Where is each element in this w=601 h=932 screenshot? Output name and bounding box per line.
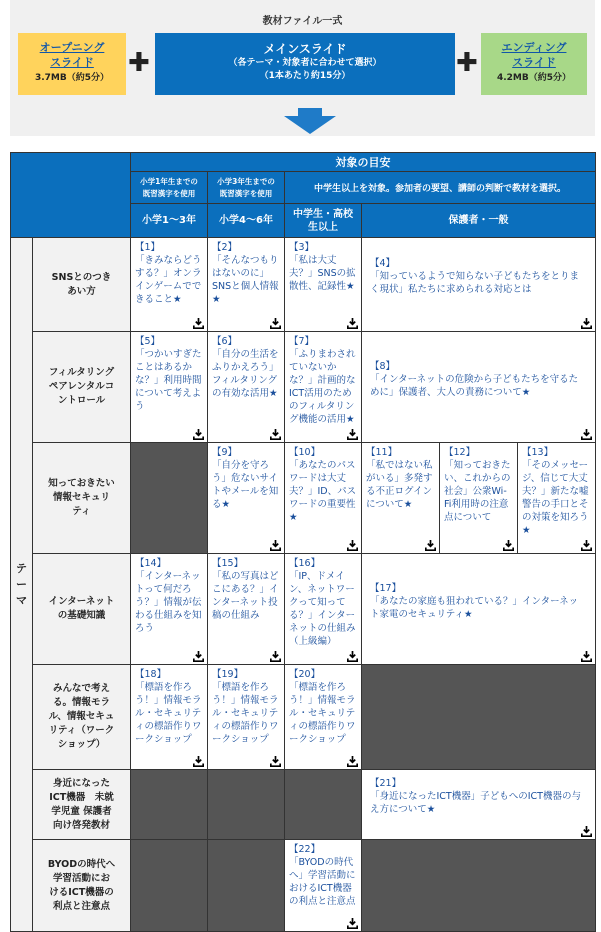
opening-slide-box (18, 33, 126, 95)
col-header-elem-low: 小学1〜3年 (131, 204, 208, 238)
download-icon[interactable] (193, 318, 204, 329)
material-cell[interactable]: 【8】 「インターネットの危険から子どもたちを守るために」保護者、大人の責務について★ (362, 332, 596, 443)
material-cell[interactable]: 【1】 「きみならどうする？」オンラインゲームでできること★ (131, 238, 208, 332)
material-cell[interactable]: 【17】 「あなたの家庭も狙われている？」インターネット家電のセキュリティ★ (362, 554, 596, 665)
opening-slide-link[interactable]: オープニング スライド (39, 41, 105, 69)
sub-header-elem3: 小学3年生までの 既習漢字を使用 (208, 172, 285, 204)
material-cell[interactable]: 【21】 「身近になったICT機器」子どもへのICT機器の与え方について★ (362, 770, 596, 840)
download-icon[interactable] (270, 651, 281, 662)
download-icon[interactable] (581, 651, 592, 662)
main-slide-title: メインスライド (263, 42, 347, 56)
sub-header-elem1: 小学1年生までの 既習漢字を使用 (131, 172, 208, 204)
main-slide-box (155, 33, 455, 95)
materials-table (10, 152, 596, 932)
material-cell[interactable]: 【9】 「自分を守ろう」危ないサイトやメールを知る★ (208, 443, 285, 554)
row-label: 知っておきたい 情報セキュリ ティ (33, 443, 131, 554)
download-icon[interactable] (347, 540, 358, 551)
table-corner (11, 153, 131, 238)
download-icon[interactable] (347, 918, 358, 929)
download-icon[interactable] (347, 756, 358, 767)
download-icon[interactable] (503, 540, 514, 551)
theme-label: テ ー マ (11, 238, 33, 932)
download-icon[interactable] (425, 540, 436, 551)
col-header-middle-high: 中学生・高校 生以上 (285, 204, 362, 238)
empty-cell (362, 840, 596, 932)
material-cell[interactable]: 【5】 「つかいすぎたことはあるかな？」利用時間について考えよう (131, 332, 208, 443)
empty-cell (285, 770, 362, 840)
empty-cell (208, 770, 285, 840)
download-icon[interactable] (581, 318, 592, 329)
material-cell[interactable]: 【7】 「ふりまわされていないかな？」計画的なICT活用のためのフィルタリング機能の活用★ (285, 332, 362, 443)
material-cell[interactable]: 【2】 「そんなつもりはないのに」SNSと個人情報★ (208, 238, 285, 332)
empty-cell (362, 665, 596, 770)
material-cell[interactable]: 【18】 「標語を作ろう！」情報モラル・セキュリティの標語作りワークショップ (131, 665, 208, 770)
material-cell[interactable]: 【20】 「標語を作ろう！」情報モラル・セキュリティの標語作りワークショップ (285, 665, 362, 770)
download-icon[interactable] (581, 826, 592, 837)
material-cell[interactable]: 【13】 「そのメッセージ、信じて大丈夫？」新たな嘘警告の手口とその対策を知ろう★ (518, 443, 596, 554)
material-cell[interactable]: 【6】 「自分の生活をふりかえろう」フィルタリングの有効な活用★ (208, 332, 285, 443)
row-label: 身近になった ICT機器 未就 学児童 保護者 向け啓発教材 (33, 770, 131, 840)
ending-slide-box (481, 33, 587, 95)
download-icon[interactable] (347, 651, 358, 662)
plus-icon: ✚ (128, 48, 150, 78)
material-cell[interactable]: 【14】 「インターネットって何だろう？」情報が伝わる仕組みを知ろう (131, 554, 208, 665)
opening-slide-size: 3.7MB（約5分） (34, 73, 110, 83)
download-icon[interactable] (193, 429, 204, 440)
download-icon[interactable] (193, 756, 204, 767)
col-header-elem-high: 小学4〜6年 (208, 204, 285, 238)
ending-slide-link[interactable]: エンディング スライド (501, 41, 567, 69)
ending-slide-size: 4.2MB（約5分） (496, 73, 572, 83)
download-icon[interactable] (193, 651, 204, 662)
col-header-parents: 保護者・一般 (362, 204, 596, 238)
material-cell[interactable]: 【11】 「私ではない私がいる」多発する不正ログインについて★ (362, 443, 440, 554)
main-slide-note2: （1本あたり約15分） (259, 71, 351, 81)
arrow-down-icon (284, 108, 336, 134)
material-cell[interactable]: 【12】 「知っておきたい、これからの社会」公衆Wi-Fi利用時の注意点について (440, 443, 518, 554)
material-cell[interactable]: 【16】 「IP、ドメイン、ネットワークって知ってる？」インターネットの仕組み（上級編） (285, 554, 362, 665)
row-label: BYODの時代へ 学習活動にお けるICT機器の 利点と注意点 (33, 840, 131, 932)
material-cell[interactable]: 【22】 「BYODの時代へ」学習活動におけるICT機器の利点と注意点 (285, 840, 362, 932)
download-icon[interactable] (347, 318, 358, 329)
download-icon[interactable] (270, 756, 281, 767)
row-label: みんなで考え る。情報モラ ル、情報セキュ リティ（ワーク ショップ） (33, 665, 131, 770)
materials-banner (10, 0, 595, 136)
material-cell[interactable]: 【15】 「私の写真はどこにある？」インターネット投稿の仕組み (208, 554, 285, 665)
download-icon[interactable] (270, 429, 281, 440)
download-icon[interactable] (581, 429, 592, 440)
main-slide-note1: （各テーマ・対象者に合わせて選択） (228, 58, 382, 68)
materials-title: 教材ファイル一式 (262, 16, 343, 27)
download-icon[interactable] (581, 540, 592, 551)
download-icon[interactable] (347, 429, 358, 440)
target-header: 対象の目安 (131, 153, 596, 172)
empty-cell (131, 443, 208, 554)
empty-cell (131, 770, 208, 840)
download-icon[interactable] (270, 318, 281, 329)
empty-cell (131, 840, 208, 932)
material-cell[interactable]: 【19】 「標語を作ろう！」情報モラル・セキュリティの標語作りワークショップ (208, 665, 285, 770)
row-label: フィルタリング ペアレンタルコ ントロール (33, 332, 131, 443)
plus-icon: ✚ (456, 48, 478, 78)
download-icon[interactable] (270, 540, 281, 551)
row-label: SNSとのつき あい方 (33, 238, 131, 332)
row-label: インターネット の基礎知識 (33, 554, 131, 665)
material-cell[interactable]: 【3】 「私は大丈夫？」SNSの拡散性、記録性★ (285, 238, 362, 332)
empty-cell (208, 840, 285, 932)
sub-header-middle: 中学生以上を対象。参加者の要望、講師の判断で教材を選択。 (285, 172, 596, 204)
material-cell[interactable]: 【4】 「知っているようで知らない子どもたちをとりまく現状」私たちに求められる対応とは (362, 238, 596, 332)
material-cell[interactable]: 【10】 「あなたのパスワードは大丈夫？」ID、パスワードの重要性★ (285, 443, 362, 554)
